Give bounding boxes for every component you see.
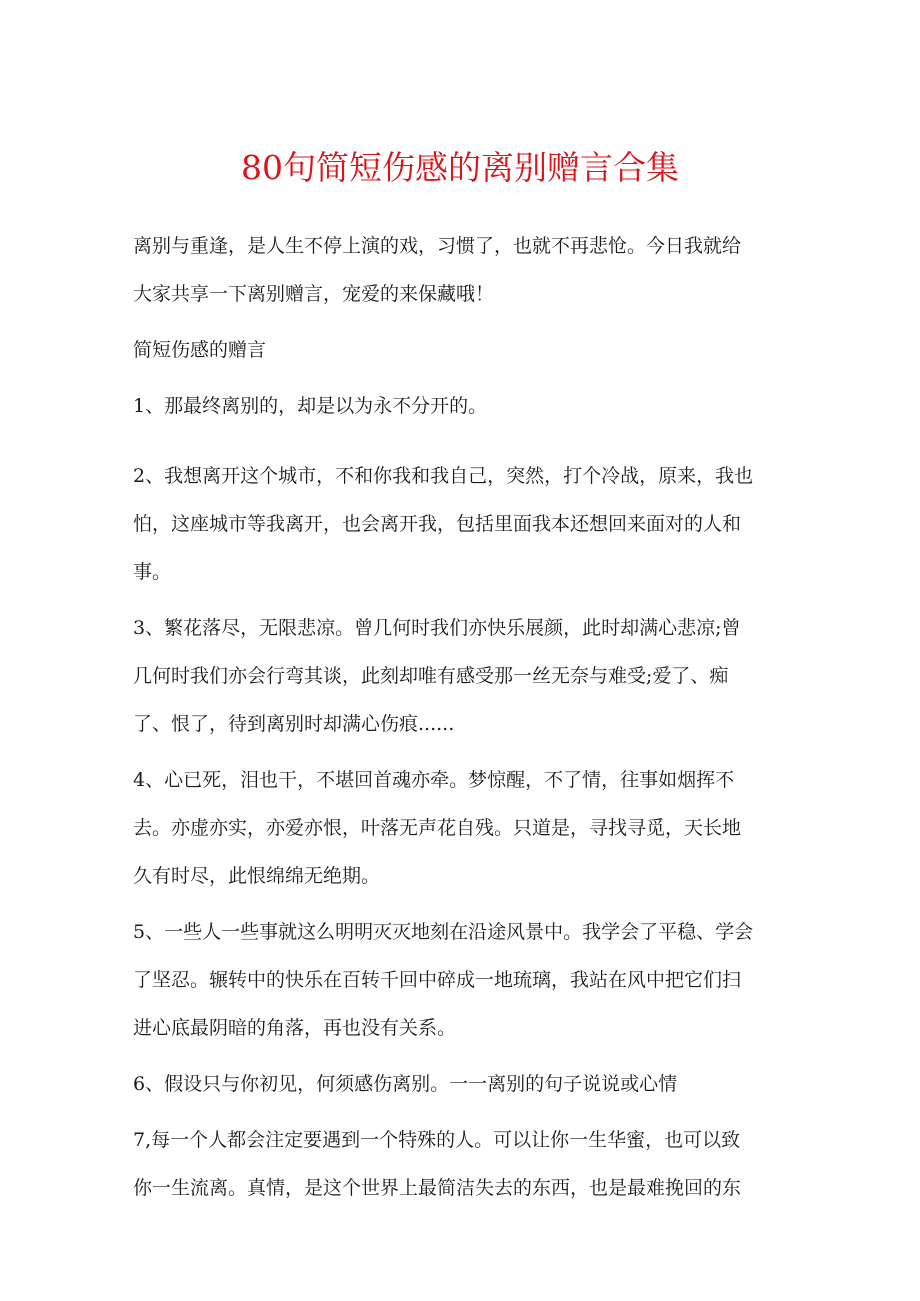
text-line: 3、繁花落尽，无限悲凉。曾几何时我们亦快乐展颜，此时却满心悲凉;曾	[133, 617, 741, 639]
document-body	[133, 222, 793, 1212]
list-item-6	[133, 1060, 793, 1108]
text-line: 2、我想离开这个城市，不和你我和我自己，突然，打个冷战，原来，我也	[133, 465, 754, 487]
text-line: 事。	[133, 561, 172, 583]
text-line: 去。亦虚亦实，亦爱亦恨，叶落无声花自残。只道是，寻找寻觅，天长地	[133, 817, 742, 839]
list-item-3	[133, 604, 793, 748]
paragraph-intro	[133, 222, 793, 318]
text-line: 6、假设只与你初见，何须感伤离别。一一离别的句子说说或心情	[133, 1073, 678, 1095]
document-title: 80句简短伤感的离别赠言合集	[241, 148, 679, 187]
text-line: 7,每一个人都会注定要遇到一个特殊的人。可以让你一生华蜜，也可以致	[133, 1129, 741, 1151]
section-heading	[133, 326, 793, 374]
text-line: 大家共享一下离别赠言，宠爱的来保藏哦！	[133, 283, 495, 305]
text-line: 久有时尽，此恨绵绵无绝期。	[133, 865, 381, 887]
text-line: 1、那最终离别的，却是以为永不分开的。	[133, 395, 488, 417]
text-line: 简短伤感的赠言	[133, 339, 267, 361]
list-item-1	[133, 382, 793, 430]
list-item-4	[133, 756, 793, 900]
text-line: 5、一些人一些事就这么明明灭灭地刻在沿途风景中。我学会了平稳、学会	[133, 921, 754, 943]
text-line: 离别与重逢，是人生不停上演的戏，习惯了，也就不再悲怆。今日我就给	[133, 235, 742, 257]
text-line: 你一生流离。真情，是这个世界上最简洁失去的东西，也是最难挽回的东	[133, 1177, 742, 1199]
list-item-2	[133, 452, 793, 596]
text-line: 4、心已死，泪也干，不堪回首魂亦牵。梦惊醒，不了情，往事如烟挥不	[133, 769, 735, 791]
list-item-5	[133, 908, 793, 1052]
text-line: 进心底最阴暗的角落，再也没有关系。	[133, 1017, 457, 1039]
text-line: 了、恨了，待到离别时却满心伤痕......	[133, 713, 455, 735]
list-item-7	[133, 1116, 793, 1212]
text-line: 怕，这座城市等我离开，也会离开我，包括里面我本还想回来面对的人和	[133, 513, 742, 535]
text-line: 了坚忍。辗转中的快乐在百转千回中碎成一地琉璃，我站在风中把它们扫	[133, 969, 742, 991]
text-line: 几何时我们亦会行弯其谈，此刻却唯有感受那一丝无奈与难受;爱了、痴	[133, 665, 729, 687]
